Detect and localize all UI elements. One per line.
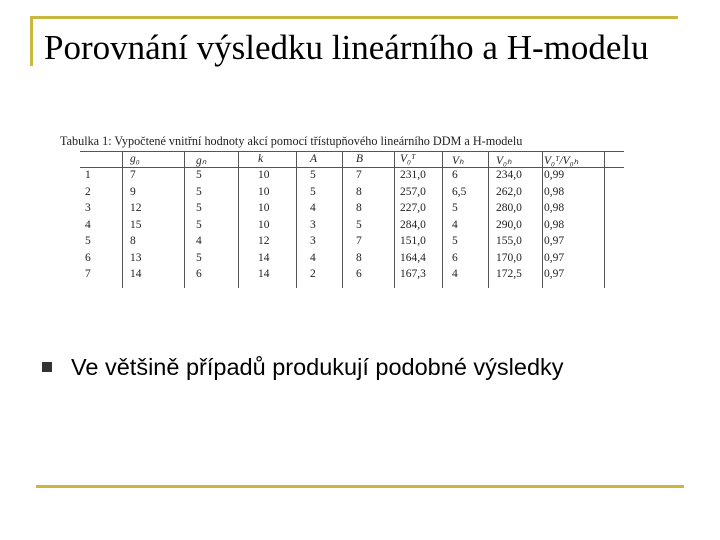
table-cell: 6 [85,251,91,264]
table-cell: 14 [258,268,270,280]
table-cell: 167,3 [400,268,426,280]
table-cell: 9 [130,185,136,198]
table-cell: 12 [130,202,142,214]
table-header-cell: V₀ₕ [496,155,512,167]
table-cell: 4 [310,202,316,214]
table-cell: 5 [310,185,316,198]
frame-left-rule [30,16,33,66]
table-cell: 227,0 [400,202,426,214]
table-header-cell: k [258,153,264,165]
table-cell: 4 [452,268,458,280]
table-cell: 7 [356,169,362,181]
table-cell: 5 [196,251,202,264]
table-cell: 5 [196,169,202,181]
table-cell: 284,0 [400,218,426,231]
table-column-divider [442,151,443,288]
table-cell: 151,0 [400,235,426,247]
table-cell: 0,97 [544,235,565,247]
table-cell: 155,0 [496,235,522,247]
table-cell: 0,97 [544,268,565,280]
table-column-divider [238,151,239,288]
table-cell: 5 [310,169,316,181]
slide-title: Porovnání výsledku lineárního a H-modelu [44,28,649,67]
table-cell: 5 [196,202,202,214]
table-cell: 170,0 [496,251,522,264]
frame-bottom-rule [36,485,684,488]
table-cell: 12 [258,235,270,247]
table-cell: 14 [258,251,270,264]
table-cell: 10 [258,169,270,181]
table-cell: 0,98 [544,185,565,198]
table-cell: 3 [310,218,316,231]
table-cell: 13 [130,251,142,264]
table-column-divider [542,151,543,288]
table-cell: 5 [452,235,458,247]
table-cell: 0,99 [544,169,565,181]
table-cell: 0,98 [544,202,565,214]
table-cell: 5 [196,185,202,198]
table-header-cell: B [356,153,364,165]
frame-top-rule [30,16,678,19]
table-cell: 231,0 [400,169,426,181]
table-cell: 257,0 [400,185,426,198]
table-cell: 164,4 [400,251,426,264]
table-header-cell: V₀ᵀ/V₀ₕ [544,155,579,167]
table-cell: 7 [85,268,91,280]
table-cell: 4 [310,251,316,264]
table-column-divider [342,151,343,288]
table-cell: 7 [356,235,362,247]
results-table [60,134,626,288]
table-cell: 5 [356,218,362,231]
table-cell: 5 [452,202,458,214]
table-cell: 172,5 [496,268,522,280]
table-cell: 0,97 [544,251,565,264]
table-header-cell: V₀ᵀ [400,153,416,165]
table-cell: 3 [85,202,91,214]
table-cell: 15 [130,218,142,231]
table-column-divider [604,151,605,288]
table-caption: Tabulka 1: Vypočtené vnitřní hodnoty akcí pomocí třístupňového lineárního DDM a H-modelu [60,134,523,148]
table-header-cell: Vₕ [452,155,464,167]
table-header-cell: g₀ [130,153,140,165]
table-column-divider [184,151,185,288]
table-cell: 6,5 [452,185,467,198]
table-cell: 10 [258,202,270,214]
table-cell: 6 [196,268,202,280]
table-cell: 8 [356,251,362,264]
table-cell: 10 [258,218,270,231]
table-cell: 6 [356,268,362,280]
table-column-divider [296,151,297,288]
table-cell: 4 [196,235,202,247]
table-cell: 7 [130,169,136,181]
bullet-text: Ve většině případů produkují podobné výsledky [71,354,564,380]
table-column-divider [122,151,123,288]
table-header-cell: A [310,153,318,165]
table-header-cell: gₙ [196,155,207,167]
table-cell: 262,0 [496,185,522,198]
table-cell: 10 [258,185,270,198]
table-cell: 6 [452,251,458,264]
table-cell: 14 [130,268,142,280]
table-cell: 8 [130,235,136,247]
table-cell: 2 [85,185,91,198]
table-cell: 280,0 [496,202,522,214]
table-cell: 5 [196,218,202,231]
table-cell: 290,0 [496,218,522,231]
table-cell: 1 [85,169,91,181]
table-column-divider [488,151,489,288]
table-cell: 2 [310,268,316,280]
table-cell: 8 [356,185,362,198]
table-cell: 4 [85,218,91,231]
table-cell: 3 [310,235,316,247]
table-column-divider [394,151,395,288]
table-cell: 234,0 [496,169,522,181]
table-cell: 0,98 [544,218,565,231]
table-cell: 8 [356,202,362,214]
table-cell: 5 [85,235,91,247]
bullet-square-icon [42,362,52,372]
table-cell: 6 [452,169,458,181]
table-cell: 4 [452,218,458,231]
